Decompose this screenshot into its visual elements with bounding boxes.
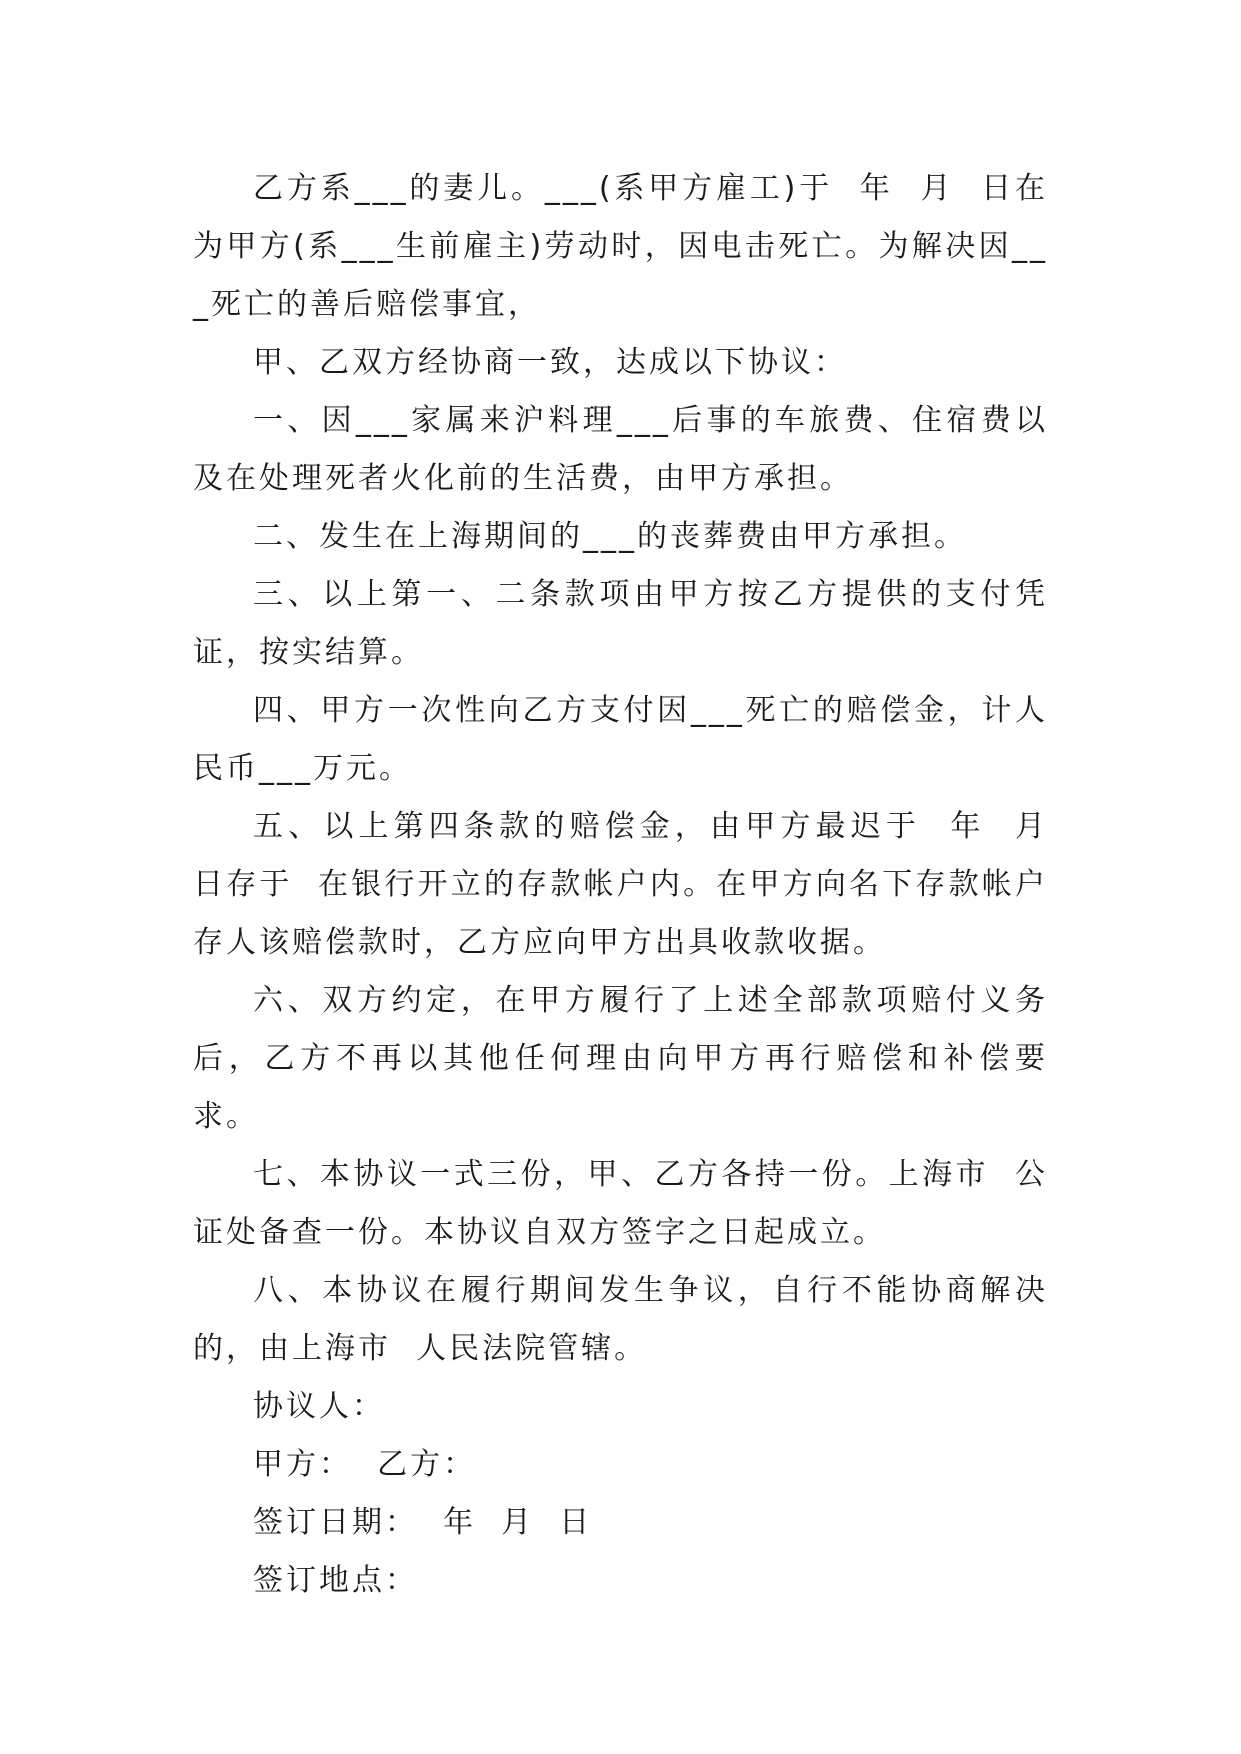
paragraph-clause-5: 五、以上第四条款的赔偿金，由甲方最迟于 年 月 日存于 在银行开立的存款帐户内。在甲方向名下存款帐户存人该赔偿款时，乙方应向甲方出具收款收据。 bbox=[193, 809, 1074, 960]
signing-date-line: 签订日期： 年 月 日 bbox=[253, 1505, 593, 1540]
paragraph-clause-6: 六、双方约定，在甲方履行了上述全部款项赔付义务后，乙方不再以其他任何理由向甲方再行赔偿和补偿要求。 bbox=[193, 983, 1048, 1134]
signing-place-line: 签订地点： bbox=[253, 1563, 418, 1598]
paragraph-agreement-intro: 甲、乙双方经协商一致，达成以下协议： bbox=[253, 345, 847, 380]
paragraph-clause-3: 三、以上第一、二条款项由甲方按乙方提供的支付凭证，按实结算。 bbox=[193, 577, 1048, 670]
paragraph-clause-7: 七、本协议一式三份，甲、乙方各持一份。上海市 公证处备查一份。本协议自双方签字之日起成立。 bbox=[193, 1157, 1048, 1250]
party-signature-line: 甲方： 乙方： bbox=[253, 1447, 477, 1482]
paragraph-clause-8: 八、本协议在履行期间发生争议，自行不能协商解决的，由上海市 人民法院管辖。 bbox=[193, 1273, 1048, 1366]
paragraph-clause-4: 四、甲方一次性向乙方支付因___死亡的赔偿金，计人民币___万元。 bbox=[193, 693, 1048, 786]
paragraph-clause-2: 二、发生在上海期间的___的丧葬费由甲方承担。 bbox=[253, 519, 967, 554]
signatories-label: 协议人： bbox=[253, 1389, 385, 1424]
paragraph-preamble: 乙方系___的妻儿。___(系甲方雇工)于 年 月 日在为甲方(系___生前雇主)劳动时，因电击死亡。为解决因___死亡的善后赔偿事宜， bbox=[193, 171, 1048, 322]
agreement-body bbox=[193, 160, 1074, 1610]
paragraph-clause-1: 一、因___家属来沪料理___后事的车旅费、住宿费以及在处理死者火化前的生活费，由甲方承担。 bbox=[193, 403, 1048, 496]
